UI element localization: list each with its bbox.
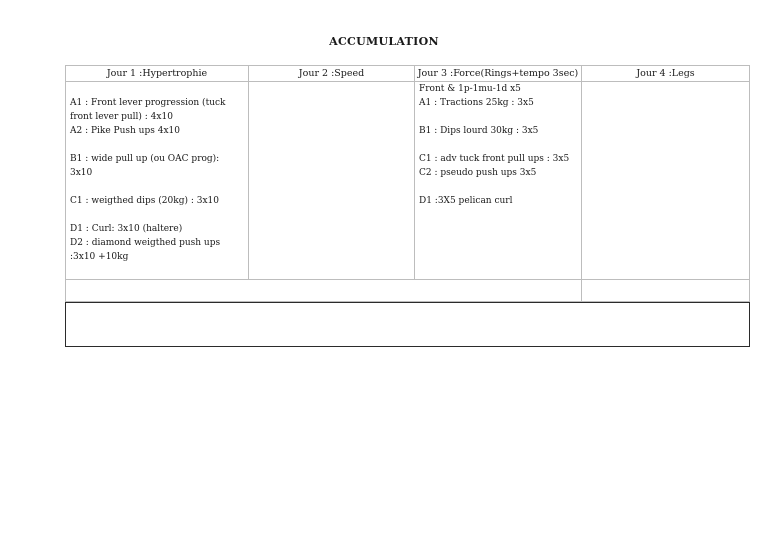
exercise-line: C1 : weigthed dips (20kg) : 3x10: [70, 196, 219, 206]
exercise-line: D1 : Curl: 3x10 (haltere): [70, 224, 183, 234]
exercise-line: A2 : Pike Push ups 4x10: [70, 126, 180, 136]
spacer-line: [70, 138, 244, 152]
day-1-content: [66, 82, 248, 264]
day-2-header: Jour 2 :Speed: [298, 68, 365, 79]
exercise-line: Front & 1p-1mu-1d x5: [419, 84, 521, 94]
exercise-line: B1 : Dips lourd 30kg : 3x5: [419, 126, 539, 136]
exercise-line: C1 : adv tuck front pull ups : 3x5: [419, 154, 570, 164]
summary-row-right: [582, 280, 749, 302]
spacer-line: [70, 180, 244, 194]
day-4-header: Jour 4 :Legs: [636, 68, 695, 79]
spacer-line: [419, 180, 577, 194]
spacer-line: [70, 208, 244, 222]
spacer-line: [70, 82, 244, 96]
column-divider: [581, 66, 582, 303]
summary-row-left: [66, 280, 581, 302]
day-3-content: [415, 82, 581, 208]
exercise-line: C2 : pseudo push ups 3x5: [419, 168, 537, 178]
exercise-line: A1 : Front lever progression (tuck front lever pull) : 4x10: [70, 98, 226, 122]
exercise-line: D1 :3X5 pelican curl: [419, 196, 513, 206]
training-table: [65, 65, 750, 302]
day-3-header: Jour 3 :Force(Rings+tempo 3sec): [417, 68, 579, 79]
page-title: ACCUMULATION: [329, 35, 439, 48]
spacer-line: [419, 110, 577, 124]
column-divider: [248, 66, 249, 280]
notes-box: [65, 302, 750, 347]
exercise-line: B1 : wide pull up (ou OAC prog): 3x10: [70, 154, 220, 178]
exercise-line: A1 : Tractions 25kg : 3x5: [419, 98, 534, 108]
day-1-header: Jour 1 :Hypertrophie: [106, 68, 208, 79]
spacer-line: [419, 138, 577, 152]
exercise-line: D2 : diamond weigthed push ups :3x10 +10kg: [70, 238, 221, 262]
